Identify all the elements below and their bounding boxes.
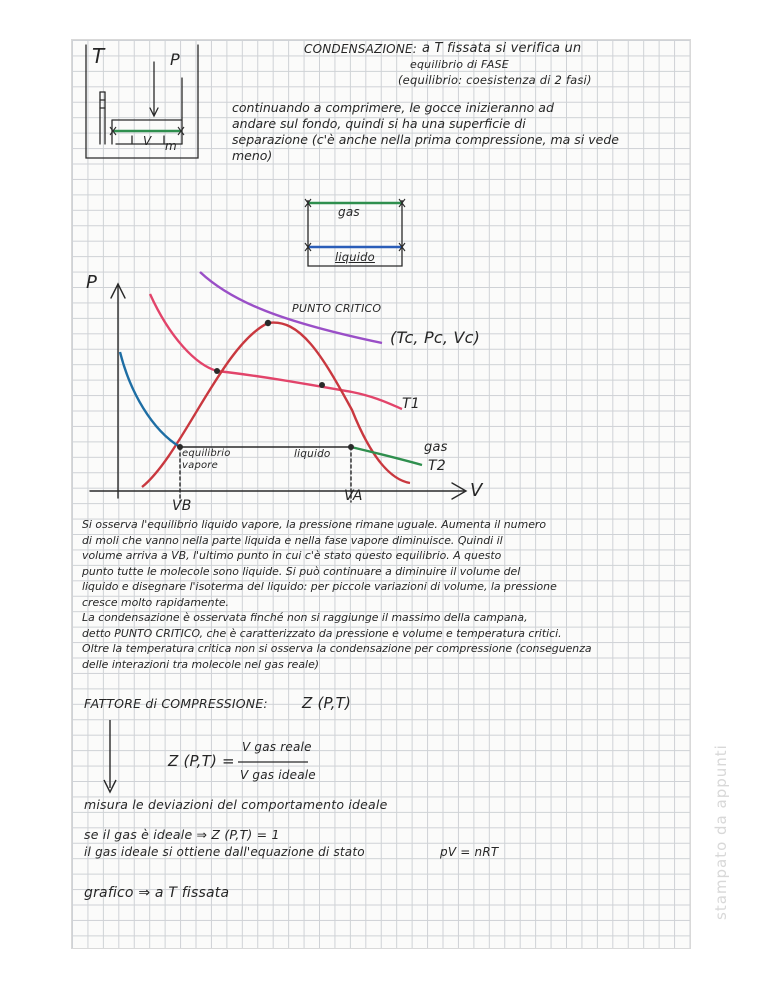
state-equation: pV = nRT: [440, 845, 499, 859]
critical-values-label: (Tc, Pc, Vc): [390, 328, 481, 347]
p-axis-label: P: [86, 272, 98, 293]
intro-line: meno): [232, 148, 273, 163]
piston-t-label: T: [92, 44, 105, 68]
v-axis-label: V: [470, 480, 483, 501]
header-line-3: (equilibrio: coesistenza di 2 fasi): [398, 73, 592, 87]
piston-v-label: V: [143, 134, 152, 148]
text-line: cresce molto rapidamente.: [82, 595, 230, 609]
t2-label: T2: [428, 458, 446, 474]
phase-gas-label: gas: [338, 205, 360, 219]
z-ideal-source: il gas ideale si ottiene dall'equazione di stato: [84, 845, 365, 859]
text-line: punto tutte le molecole sono liquide. Si può continuare a diminuire il volume del: [82, 564, 521, 578]
graph-note: grafico ⇒ a T fissata: [84, 885, 230, 901]
text-line: Oltre la temperatura critica non si osserva la condensazione per compressione (conseguenza: [82, 642, 592, 655]
compression-symbol: Z (P,T): [302, 694, 352, 712]
equilibrium-label: equilibrio: [182, 448, 231, 459]
text-line: delle interazioni tra molecole nel gas reale): [82, 657, 320, 671]
watermark: stampato da appunti: [712, 744, 730, 920]
piston-m-label: m: [165, 139, 177, 153]
t1-label: T1: [402, 396, 420, 412]
intro-line: andare sul fondo, quindi si ha una superficie di: [232, 116, 526, 131]
liquid-region-label: liquido: [294, 448, 331, 460]
text-line: liquido e disegnare l'isoterma del liquido: per piccole variazioni di volume, la pressione: [82, 580, 557, 593]
phase-liquid-label: liquido: [335, 250, 375, 264]
gas-label: gas: [424, 440, 448, 455]
notebook-page: [72, 40, 730, 948]
header-line-1: a T fissata si verifica un: [422, 41, 582, 56]
text-line: La condensazione è osservata finché non si raggiunge il massimo della campana,: [82, 611, 528, 624]
intro-line: separazione (c'è anche nella prima compressione, ma si vede: [232, 132, 619, 147]
text-line: di moli che vanno nella parte liquida e nella fase vapore diminuisce. Quindi il: [82, 533, 503, 547]
z-ideal-condition: se il gas è ideale ⇒ Z (P,T) = 1: [84, 827, 280, 842]
text-line: volume arriva a VB, l'ultimo punto in cui c'è stato questo equilibrio. A questo: [82, 549, 502, 562]
z-measure-text: misura le deviazioni del comportamento ideale: [84, 797, 388, 812]
section-title: CONDENSAZIONE:: [304, 42, 418, 56]
compression-heading: FATTORE di COMPRESSIONE:: [84, 696, 268, 711]
z-numerator: V gas reale: [242, 740, 312, 754]
header-line-2: equilibrio di FASE: [410, 58, 509, 71]
z-denominator: V gas ideale: [240, 768, 316, 782]
text-line: detto PUNTO CRITICO, che è caratterizzato da pressione e volume e temperatura critici.: [82, 626, 562, 640]
vb-label: VB: [172, 498, 192, 514]
critical-point-label: PUNTO CRITICO: [292, 302, 382, 315]
piston-p-label: P: [170, 50, 180, 69]
equilibrium-label: vapore: [182, 460, 218, 471]
intro-line: continuando a comprimere, le gocce inizieranno ad: [232, 100, 554, 115]
text-line: Si osserva l'equilibrio liquido vapore, la pressione rimane uguale. Aumenta il numero: [82, 518, 547, 531]
z-definition-lhs: Z (P,T) =: [168, 752, 235, 770]
va-label: VA: [344, 488, 363, 504]
